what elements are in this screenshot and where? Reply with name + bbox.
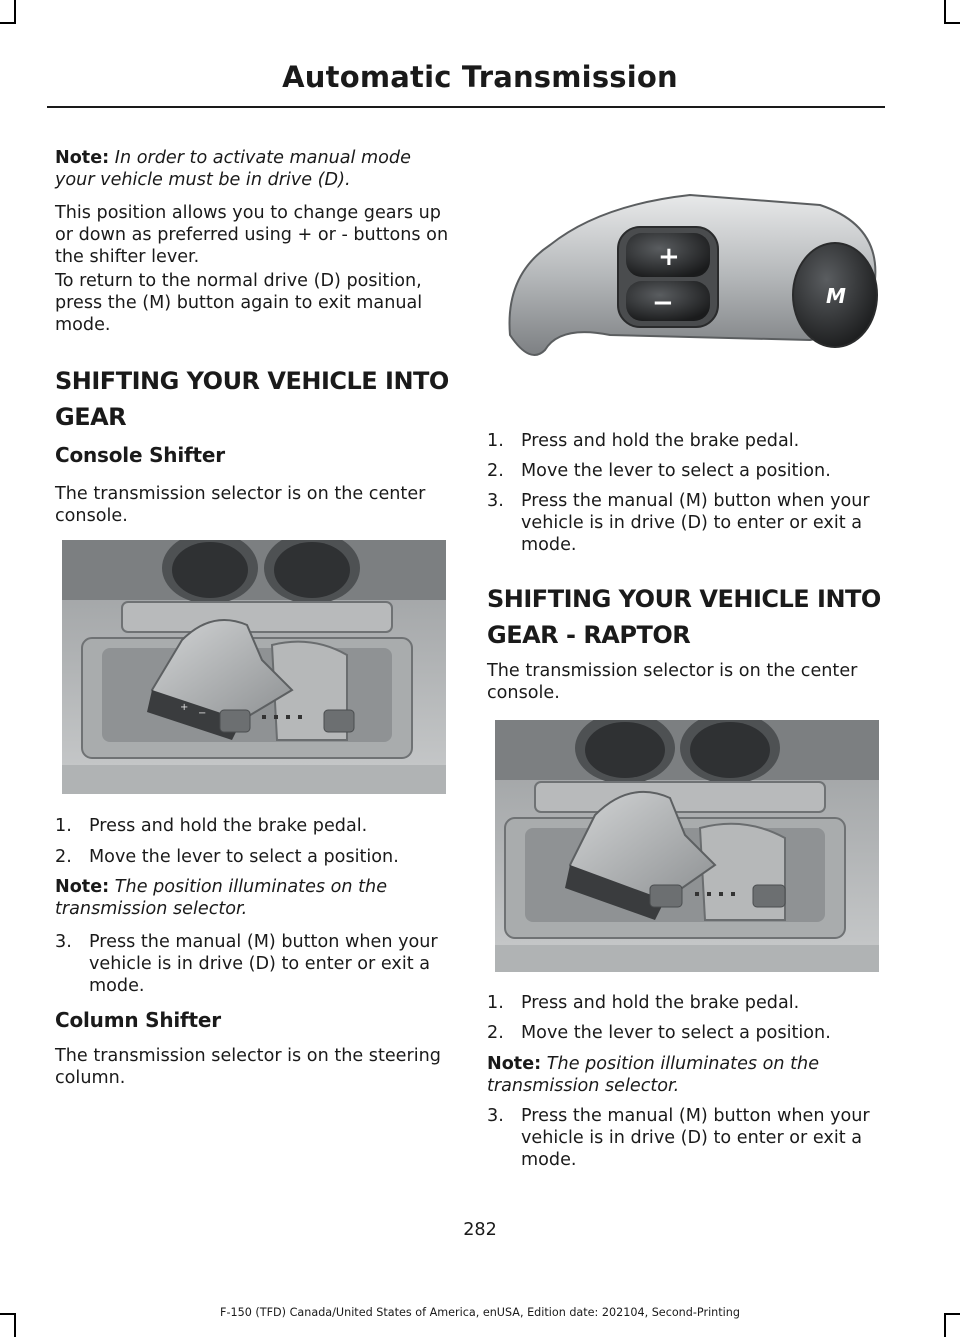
section-heading-shifting — [55, 365, 449, 433]
subheading-column-shifter: Column Shifter — [55, 1008, 221, 1032]
console-shifter-illustration — [62, 540, 446, 794]
page-title: Automatic Transmission — [282, 60, 678, 94]
list-item — [487, 460, 887, 482]
plus-button-label: + — [658, 242, 680, 272]
list-item — [487, 490, 887, 556]
column-shifter-illustration — [490, 165, 882, 365]
paragraph-change-gears: This position allows you to change gears up or down as preferred using + or - buttons on the shifter lever. — [55, 203, 449, 267]
list-item — [55, 931, 455, 997]
note-text: The position illuminates on the transmission selector. — [487, 1054, 820, 1096]
edition-info: F-150 (TFD) Canada/United States of America, enUSA, Edition date: 202104, Second-Printing — [220, 1306, 740, 1319]
plus-label: + — [180, 702, 189, 713]
note-manual-mode — [55, 147, 455, 191]
paragraph-console-location: The transmission selector is on the center console. — [55, 484, 426, 526]
list-number: 1. — [55, 816, 72, 836]
heading-line: GEAR — [55, 403, 127, 431]
note-illuminates — [55, 876, 455, 920]
minus-button-label: − — [652, 288, 674, 318]
list-item — [487, 1022, 887, 1044]
list-item — [487, 1105, 887, 1171]
list-number: 2. — [55, 847, 72, 867]
header-divider — [47, 106, 885, 108]
list-item — [487, 430, 887, 452]
list-number: 3. — [487, 491, 504, 511]
minus-label: − — [198, 708, 207, 719]
list-text: Press the manual (M) button when your vehicle is in drive (D) to enter or exit a mode. — [89, 932, 438, 996]
note-illuminates-raptor — [487, 1053, 887, 1097]
list-text: Press the manual (M) button when your vehicle is in drive (D) to enter or exit a mode. — [521, 1106, 870, 1170]
note-label: Note: — [487, 1054, 542, 1074]
crop-mark — [944, 0, 946, 22]
crop-mark — [944, 22, 960, 24]
list-number: 1. — [487, 431, 504, 451]
list-item — [55, 815, 455, 837]
list-number: 2. — [487, 1023, 504, 1043]
list-text: Press the manual (M) button when your vehicle is in drive (D) to enter or exit a mode. — [521, 491, 870, 555]
list-number: 3. — [487, 1106, 504, 1126]
paragraph-return-drive: To return to the normal drive (D) position, press the (M) button again to exit manual mode. — [55, 271, 423, 335]
list-number: 1. — [487, 993, 504, 1013]
crop-mark — [0, 22, 16, 24]
note-text: In order to activate manual mode your vehicle must be in drive (D). — [55, 148, 411, 190]
list-text: Press and hold the brake pedal. — [521, 431, 800, 451]
list-item — [55, 846, 455, 868]
list-text: Move the lever to select a position. — [521, 1023, 831, 1043]
note-text: The position illuminates on the transmission selector. — [55, 877, 388, 919]
heading-line: SHIFTING YOUR VEHICLE INTO — [55, 367, 449, 395]
subheading-console-shifter: Console Shifter — [55, 443, 225, 467]
list-item — [487, 992, 887, 1014]
m-button-label: M — [826, 284, 846, 308]
paragraph-raptor-console-location: The transmission selector is on the center console. — [487, 661, 858, 703]
page-number: 282 — [463, 1220, 497, 1240]
heading-line: SHIFTING YOUR VEHICLE INTO — [487, 585, 881, 613]
list-text: Move the lever to select a position. — [521, 461, 831, 481]
crop-mark — [14, 0, 16, 22]
paragraph-column-location: The transmission selector is on the steering column. — [55, 1046, 441, 1088]
raptor-console-shifter-illustration — [495, 720, 879, 972]
note-label: Note: — [55, 148, 110, 168]
note-label: Note: — [55, 877, 110, 897]
section-heading-shifting-raptor — [487, 583, 881, 651]
list-text: Move the lever to select a position. — [89, 847, 399, 867]
list-text: Press and hold the brake pedal. — [521, 993, 800, 1013]
heading-line: GEAR - RAPTOR — [487, 621, 691, 649]
list-number: 2. — [487, 461, 504, 481]
list-text: Press and hold the brake pedal. — [89, 816, 368, 836]
list-number: 3. — [55, 932, 72, 952]
